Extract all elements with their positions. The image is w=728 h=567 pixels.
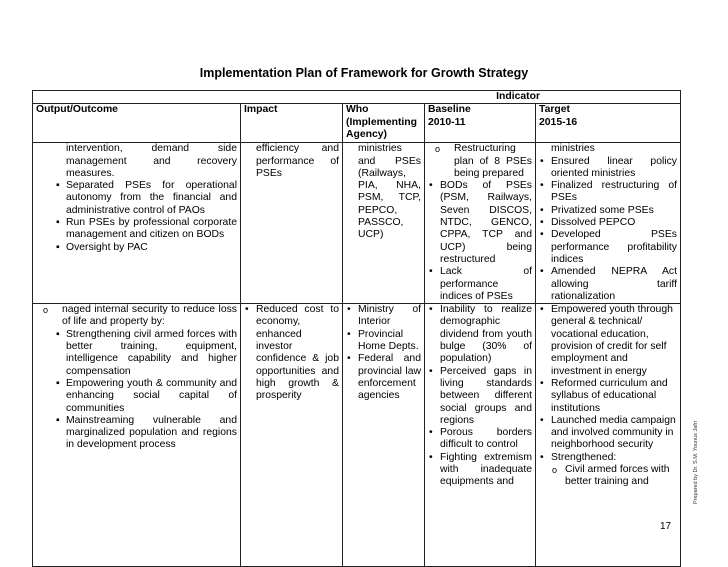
row2-impact-cell xyxy=(241,304,343,567)
row2-target-bullet: • Launched media campaign and involved community in neighborhood security xyxy=(539,415,677,452)
row1-who-text: ministries and PSEs (Railways, PIA, NHA, PSM, TCP, PEPCO, PASSCO, UCP) xyxy=(358,143,421,241)
page-number: 17 xyxy=(660,521,672,532)
author-side-note: Prepared by Dr. S.M. Younus Jafri xyxy=(693,421,699,504)
row1-who-cell xyxy=(343,143,425,304)
column-header-row xyxy=(33,104,681,143)
row2-who-cell xyxy=(343,304,425,567)
implementation-plan-table xyxy=(32,90,681,567)
row2-impact-bullet: • Reduced cost to economy, enhanced investor confidence & job opportunities and high growth & prosperity xyxy=(244,304,339,402)
indicator-label: Indicator xyxy=(33,91,681,104)
row1-output-bullet: ▪ Separated PSEs for operational autonomy from the financial and administrative control of PAOs xyxy=(54,180,237,217)
table-row xyxy=(33,304,681,567)
row2-baseline-bullet: • Porous borders difficult to control xyxy=(428,427,532,452)
row2-who-bullet: • Federal and provincial law enforcement agencies xyxy=(346,353,421,402)
row2-output-cell xyxy=(33,304,241,567)
row1-target-cell xyxy=(536,143,681,304)
row2-target-bullet: • Strengthened: xyxy=(539,452,677,464)
row2-target-bullet: • Empowered youth through general & technical/ vocational education, provision of credit for self employment and investment in energy xyxy=(539,304,677,378)
header-output: Output/Outcome xyxy=(33,104,241,143)
row1-output-bullet: ▪ Oversight by PAC xyxy=(54,242,237,254)
row2-target-subitem: o Civil armed forces with better training and xyxy=(551,464,677,489)
row1-impact-text: efficiency and performance of PSEs xyxy=(256,143,339,179)
row2-target-cell xyxy=(536,304,681,567)
row1-output-cell xyxy=(33,143,241,304)
header-baseline: Baseline 2010-11 xyxy=(425,104,536,143)
row2-output-bullet: ▪ Empowering youth & community and enhancing social capital of communities xyxy=(54,378,237,415)
row2-output-bullet: ▪ Strengthening civil armed forces with better training, equipment, intelligence capability and higher compensation xyxy=(54,329,237,378)
row1-output-bullet: ▪ Run PSEs by professional corporate management and citizen on BODs xyxy=(54,217,237,242)
row1-target-bullet: • Finalized restructuring of PSEs xyxy=(539,180,677,205)
row2-who-bullet: • Ministry of Interior xyxy=(346,304,421,329)
row1-baseline-bullet: • BODs of PSEs (PSM, Railways, Seven DISCOS, NTDC, GENCO, CPPA, TCP and UCP) being restructured xyxy=(428,180,532,266)
row2-output-subitem: o naged internal security to reduce loss of life and property by: xyxy=(42,304,237,329)
row1-target-bullet: • Ensured linear policy oriented ministries xyxy=(539,156,677,181)
header-who: Who (Implementing Agency) xyxy=(343,104,425,143)
row2-baseline-bullet: • Fighting extremism with inadequate equipments and xyxy=(428,452,532,489)
row2-who-bullet: • Provincial Home Depts. xyxy=(346,329,421,354)
row2-target-bullet: • Reformed curriculum and syllabus of educational institutions xyxy=(539,378,677,415)
row1-baseline-bullet: • Lack of performance indices of PSEs xyxy=(428,266,532,303)
row2-baseline-cell xyxy=(425,304,536,567)
row2-baseline-bullet: • Perceived gaps in living standards between different social groups and regions xyxy=(428,366,532,427)
row1-target-bullet: • Amended NEPRA Act allowing tariff rationalization xyxy=(539,266,677,303)
header-target: Target 2015-16 xyxy=(536,104,681,143)
table-row xyxy=(33,143,681,304)
row1-target-bullet: • Dissolved PEPCO xyxy=(539,217,677,229)
row1-impact-cell xyxy=(241,143,343,304)
row1-target-bullet: • Privatized some PSEs xyxy=(539,205,677,217)
row1-target-continued: ministries xyxy=(551,143,595,155)
page-title: Implementation Plan of Framework for Growth Strategy xyxy=(199,66,529,80)
row1-baseline-subitem: o Restructuring plan of 8 PSEs being prepared xyxy=(434,143,532,180)
indicator-header-row xyxy=(33,91,681,104)
row1-baseline-cell xyxy=(425,143,536,304)
header-impact: Impact xyxy=(241,104,343,143)
row2-output-bullet: ▪ Mainstreaming vulnerable and marginalized population and regions in development process xyxy=(54,415,237,452)
row2-baseline-bullet: • Inability to realize demographic dividend from youth bulge (30% of population) xyxy=(428,304,532,365)
row1-output-continued: intervention, demand side management and recovery measures. xyxy=(66,143,237,179)
row1-target-bullet: • Developed PSEs performance profitability indices xyxy=(539,229,677,266)
